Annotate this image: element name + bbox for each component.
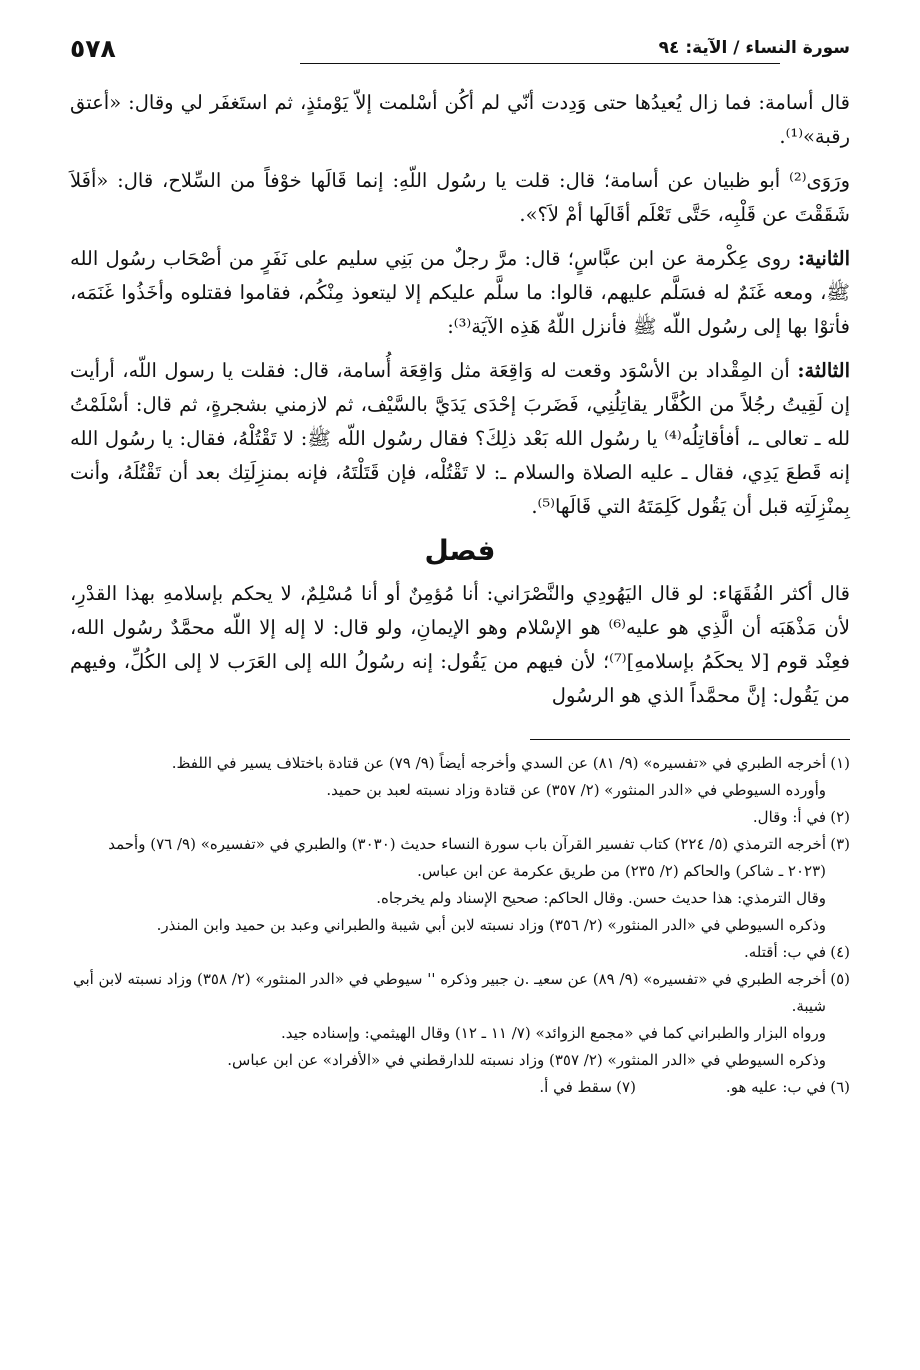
footnote-text: أخرجه الترمذي (٥/ ٢٢٤) كتاب تفسير القرآن باب سورة النساء حديث (٣٠٣٠) والطبري في «تفسيره» (٩/ ٧٦) وأحمد (٢٠٢٣ ـ شاكر) والحاكم (٢/ ٢٣٥) من طريق عكرمة عن ابن عباس.	[108, 835, 826, 880]
header-rule	[300, 63, 780, 64]
paragraph-lead: الثالثة:	[797, 359, 851, 382]
footnote	[70, 912, 850, 939]
paragraph-lead: الثانية:	[797, 247, 851, 270]
footnote-text: في ب: عليه هو.	[725, 1078, 826, 1096]
paragraph-text: ورَوَى⁽²⁾ أبو ظبيان عن أسامة؛ قال: قلت يا رسُول اللّهِ: إنما قَالَها خوْفاً من السِّلاح، قال: «أفَلاَ شَقَقْتَ عن قَلْبِه، حَتَّى تَعْلَم أقَالَها أمْ لاَ؟».	[70, 169, 850, 226]
footnote-number: (٢)	[830, 808, 850, 826]
footnote-number: (٥)	[830, 970, 850, 988]
page-number: ٥٧٨	[70, 33, 116, 63]
page-header	[70, 28, 850, 68]
footnote-text: وأورده السيوطي في «الدر المنثور» (٢/ ٣٥٧) عن قتادة وزاد نسبته لعبد بن حميد.	[326, 781, 826, 799]
footnote-text: أخرجه الطبري في «تفسيره» (٩/ ٨١) عن السدي وأخرجه أيضاً (٩/ ٧٩) عن قتادة باختلاف يسير في اللفظ.	[171, 754, 826, 772]
footnote-text: وذكره السيوطي في «الدر المنثور» (٢/ ٣٥٦) وزاد نسبته لابن أبي شيبة والطبراني وعبد بن حميد وابن المنذر.	[156, 916, 826, 934]
footnote-number: (٧)	[616, 1078, 636, 1096]
footnote-number: (١)	[830, 754, 850, 772]
footnote	[70, 804, 850, 831]
footnote	[70, 1020, 850, 1047]
footnote-text: في ب: أقتله.	[743, 943, 826, 961]
paragraph	[70, 354, 850, 524]
footnote-row	[70, 1074, 850, 1101]
page	[70, 28, 850, 1101]
footnote	[70, 939, 850, 966]
footnote-number: (٤)	[830, 943, 850, 961]
footnote	[70, 966, 850, 1020]
paragraph-text: قال أسامة: فما زال يُعيدُها حتى وَدِدت أنّي لم أكُن أسْلمت إلاّ يَوْمئذٍ، ثم استَغفَر لي وقال: «أعتق رقبة»⁽¹⁾.	[70, 91, 850, 148]
main-text	[70, 86, 850, 713]
footnote	[70, 831, 850, 885]
footnote-text: أخرجه الطبري في «تفسيره» (٩/ ٨٩) عن سعيـ .ن جبير وذكره '' سيوطي في «الدر المنثور» (٢/ ٣٥٨) وزاد نسبته لابن أبي شيبة.	[72, 970, 826, 1015]
footnote-number: (٦)	[830, 1078, 850, 1096]
footnote-text: ورواه البزار والطبراني كما في «مجمع الزوائد» (٧/ ١١ ـ ١٢) وقال الهيثمي: وإسناده جيد.	[280, 1024, 826, 1042]
footnote-text: سقط في أ.	[539, 1078, 612, 1096]
footnote	[726, 1074, 850, 1101]
footnote-text: وقال الترمذي: هذا حديث حسن. وقال الحاكم: صحيح الإسناد ولم يخرجاه.	[376, 889, 826, 907]
footnote	[70, 750, 850, 777]
footnote-text: وذكره السيوطي في «الدر المنثور» (٢/ ٣٥٧) وزاد نسبته للدارقطني في «الأفراد» عن ابن عباس.	[227, 1051, 826, 1069]
paragraph	[70, 577, 850, 713]
paragraph-text: أن المِقْداد بن الأسْوَد وقعت له وَاقِعَة مثل وَاقِعَة أُسامة، قال: فقلت يا رسول اللّه، أرأيت إن لَقِيتُ رجُلاً من الكُفَّار يقاتِلُنِي، فَضَربَ إحْدَى يَدَيَّ بالسَّيْف، ثم لازمني بشجرةٍ، ثم قال: أسْلَمْتُ لله ـ تعالى ـ، أفأقاتِلُه⁽⁴⁾ يا رسُول الله بَعْد ذلِكَ؟ فقال رسُول اللّه ﷺ: لا تَقْتُلْهُ، فقال: يا رسُول الله إنه قَطعَ يَدِي، فقال ـ عليه الصلاة والسلام ـ: لا تَقْتُلْه، فإن قَتَلْتَهُ، فإنه بمنزِلَتِك بعد أن تَقْتُلَهُ، وأنت بِمنْزِلَتِه قبل أن يَقُول كَلِمَتَهُ التي قَالَها⁽⁵⁾.	[70, 359, 851, 518]
footnote-number: (٣)	[830, 835, 850, 853]
footnote-separator	[530, 739, 850, 740]
footnote	[70, 1047, 850, 1074]
paragraph-text: روى عِكْرمة عن ابن عبَّاسٍ؛ قال: مرَّ رجلٌ من بَنِي سليم على نَفَرٍ من أصْحَاب رسُول الله ﷺ، ومعه غَنَمٌ له فسَلَّم عليهم، قالوا: ما سلَّم عليكم إلا ليتعوذ مِنْكُم، فقاموا فقتلوه وأخَذُوا غَنَمَه، فأتوْا بها إلى رسُول اللّه ﷺ فأنزل اللّهُ هَذِه الآيَة⁽³⁾:	[70, 247, 850, 338]
paragraph	[70, 164, 850, 232]
paragraph	[70, 242, 850, 344]
paragraph-text: قال أكثر الفُقَهَاء: لو قال اليَهُودِي والنَّصْرَاني: أنا مُؤمِنٌ أو أنا مُسْلِمٌ، لا يحكم بإسلامهِ بهذا القدْرِ، لأن مَذْهَبَه أن الَّذِي هو عليه⁽⁶⁾ هو الإسْلام وهو الإيمانِ، ولو قال: لا إله إلا اللّه محمَّدٌ رسُول الله، فعِنْد قوم [لا يحكَمُ بإسلامهِ]⁽⁷⁾؛ لأن فيهم من يَقُول: إنه رسُولُ الله إلى العَرَب لا إلى الكُلِّ، وفيهم من يَقُول: إنَّ محمَّداً الذي هو الرسُول	[70, 582, 850, 707]
footnotes	[70, 750, 850, 1101]
footnote-text: في أ: وقال.	[752, 808, 826, 826]
surah-title: سورة النساء / الآية: ٩٤	[658, 38, 850, 58]
footnote	[539, 1074, 636, 1101]
footnote	[70, 885, 850, 912]
section-heading: فصل	[424, 534, 496, 567]
footnote	[70, 777, 850, 804]
paragraph	[70, 86, 850, 154]
